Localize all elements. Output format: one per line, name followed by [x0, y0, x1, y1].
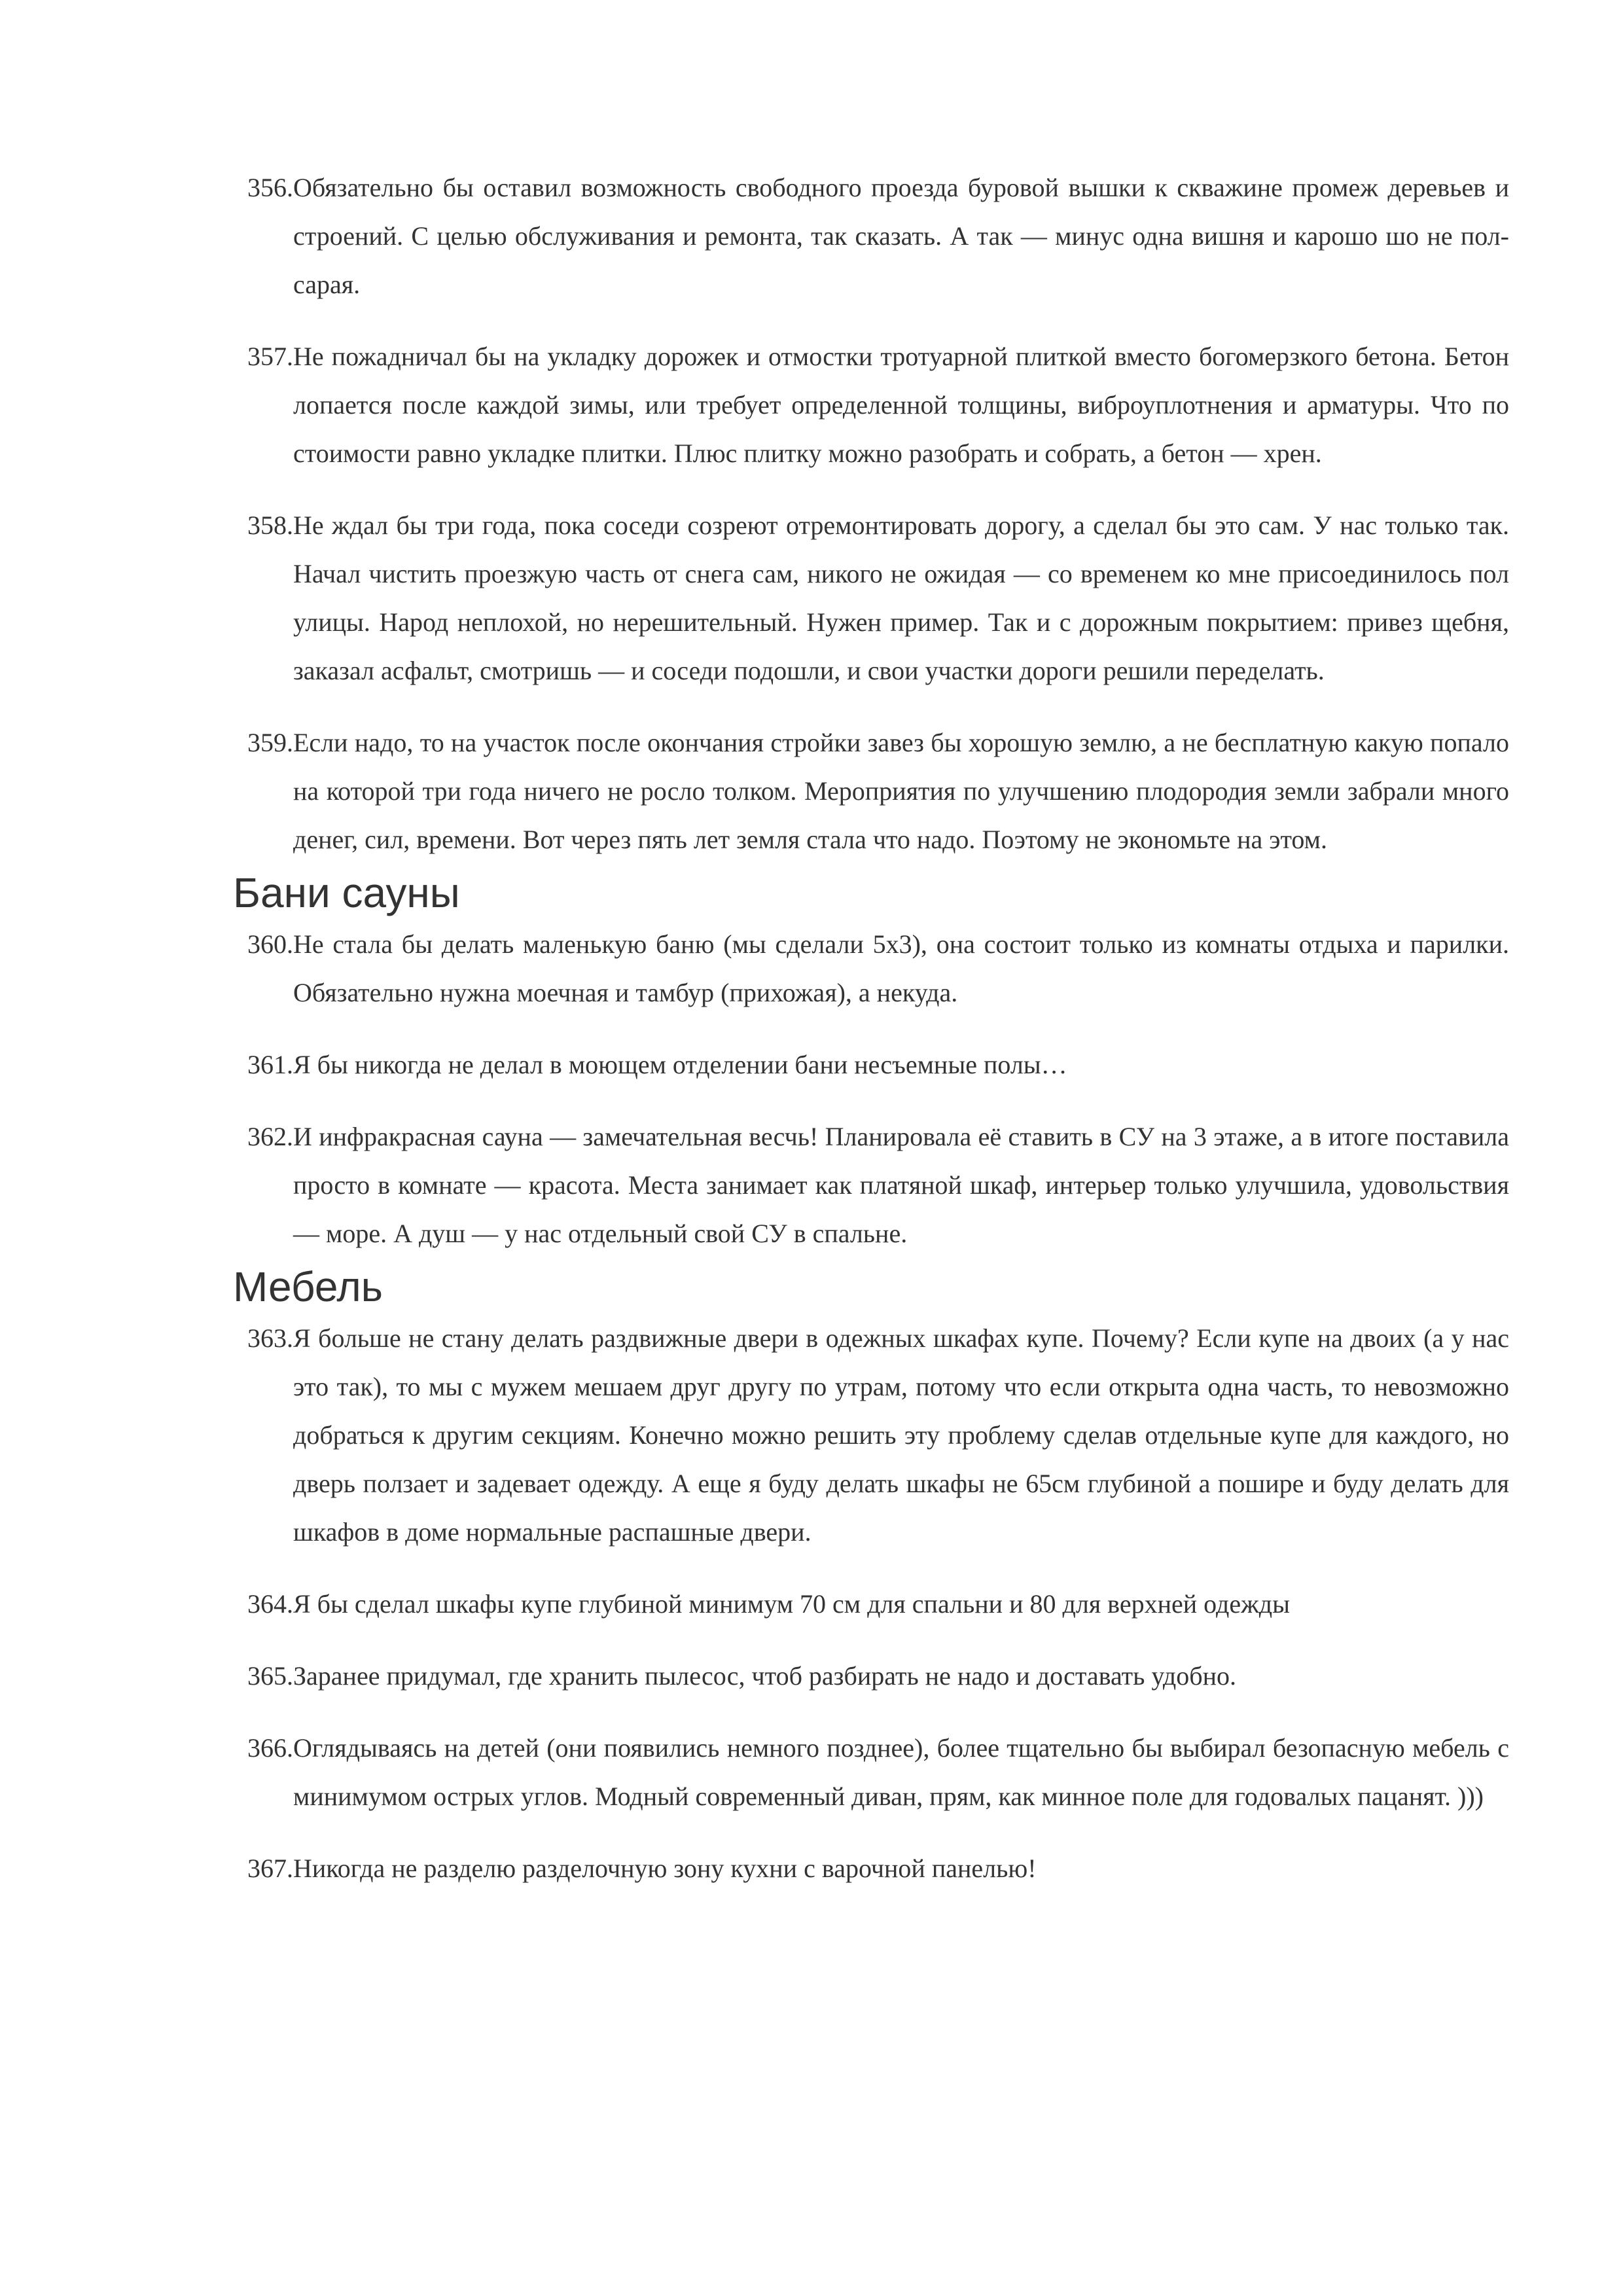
item-text: Обязательно бы оставил возможность свободного проезда буровой вышки к скважине промеж деревьев и строений. С целью обслуживания и ремонта, так сказать. А так — минус одна вишня и карошо шо не пол-сарая. — [293, 173, 1509, 299]
item-number: 356. — [247, 173, 293, 202]
list-item — [233, 332, 1509, 478]
item-text: Никогда не разделю разделочную зону кухни с варочной панелью! — [293, 1854, 1037, 1883]
section-heading-saunas: Бани сауны — [233, 869, 460, 916]
item-text: Не ждал бы три года, пока соседи созреют отремонтировать дорогу, а сделал бы это сам. У нас только так. Начал чистить проезжую часть от снега сам, никого не ожидая — со временем ко мне присоединилось пол улицы. Народ неплохой, но нерешительный. Нужен пример. Так и с дорожным покрытием: привез щебня, заказал асфальт, смотришь — и соседи подошли, и свои участки дороги решили переделать. — [293, 511, 1509, 685]
item-number: 366. — [247, 1733, 293, 1763]
item-text: И инфракрасная сауна — замечательная весчь! Планировала её ставить в СУ на 3 этаже, а в итоге поставила просто в комнате — красота. Места занимает как платяной шкаф, интерьер только улучшила, удовольствия — море. А душ — у нас отдельный свой СУ в спальне. — [293, 1122, 1509, 1248]
list-item — [233, 164, 1509, 309]
item-number: 367. — [247, 1854, 293, 1883]
item-text: Если надо, то на участок после окончания стройки завез бы хорошую землю, а не бесплатную какую попало на которой три года ничего не росло толком. Мероприятия по улучшению плодородия земли забрали много денег, сил, времени. Вот через пять лет земля стала что надо. Поэтому не экономьте на этом. — [293, 728, 1509, 854]
item-number: 363. — [247, 1323, 293, 1353]
item-number: 360. — [247, 929, 293, 959]
item-number: 361. — [247, 1050, 293, 1079]
list-item — [233, 1652, 1509, 1700]
item-text: Заранее придумал, где хранить пылесос, чтоб разбирать не надо и доставать удобно. — [293, 1661, 1236, 1691]
section-heading-furniture: Мебель — [233, 1263, 383, 1310]
list-item — [233, 501, 1509, 695]
item-number: 358. — [247, 511, 293, 540]
list-item — [233, 1844, 1509, 1893]
item-text: Не стала бы делать маленькую баню (мы сделали 5х3), она состоит только из комнаты отдыха и парилки. Обязательно нужна моечная и тамбур (прихожая), а некуда. — [293, 929, 1509, 1007]
item-number: 364. — [247, 1589, 293, 1619]
item-text: Я бы сделал шкафы купе глубиной минимум 70 см для спальни и 80 для верхней одежды — [293, 1589, 1290, 1619]
item-number: 357. — [247, 342, 293, 371]
list-item — [233, 1113, 1509, 1258]
item-number: 365. — [247, 1661, 293, 1691]
item-text: Я больше не стану делать раздвижные двери в одежных шкафах купе. Почему? Если купе на двоих (а у нас это так), то мы с мужем мешаем друг другу по утрам, потому что если открыта одна часть, то невозможно добраться к другим секциям. Конечно можно решить эту проблему сделав отдельные купе для каждого, но дверь ползает и задевает одежду. А еще я буду делать шкафы не 65см глубиной а пошире и буду делать для шкафов в доме нормальные распашные двери. — [293, 1323, 1509, 1547]
page-content — [233, 164, 1509, 1916]
list-item — [233, 1314, 1509, 1556]
item-text: Оглядываясь на детей (они появились немного позднее), более тщательно бы выбирал безопасную мебель с минимумом острых углов. Модный современный диван, прям, как минное поле для годовалых пацанят. ))) — [293, 1733, 1509, 1811]
item-number: 362. — [247, 1122, 293, 1151]
list-item — [233, 1041, 1509, 1089]
list-item — [233, 1724, 1509, 1821]
list-item — [233, 719, 1509, 864]
item-text: Не пожадничал бы на укладку дорожек и отмостки тротуарной плиткой вместо богомерзкого бетона. Бетон лопается после каждой зимы, или требует определенной толщины, виброуплотнения и арматуры. Что по стоимости равно укладке плитки. Плюс плитку можно разобрать и собрать, а бетон — хрен. — [293, 342, 1509, 468]
list-item — [233, 920, 1509, 1017]
list-item — [233, 1580, 1509, 1628]
item-number: 359. — [247, 728, 293, 757]
item-text: Я бы никогда не делал в моющем отделении бани несъемные полы… — [293, 1050, 1067, 1079]
